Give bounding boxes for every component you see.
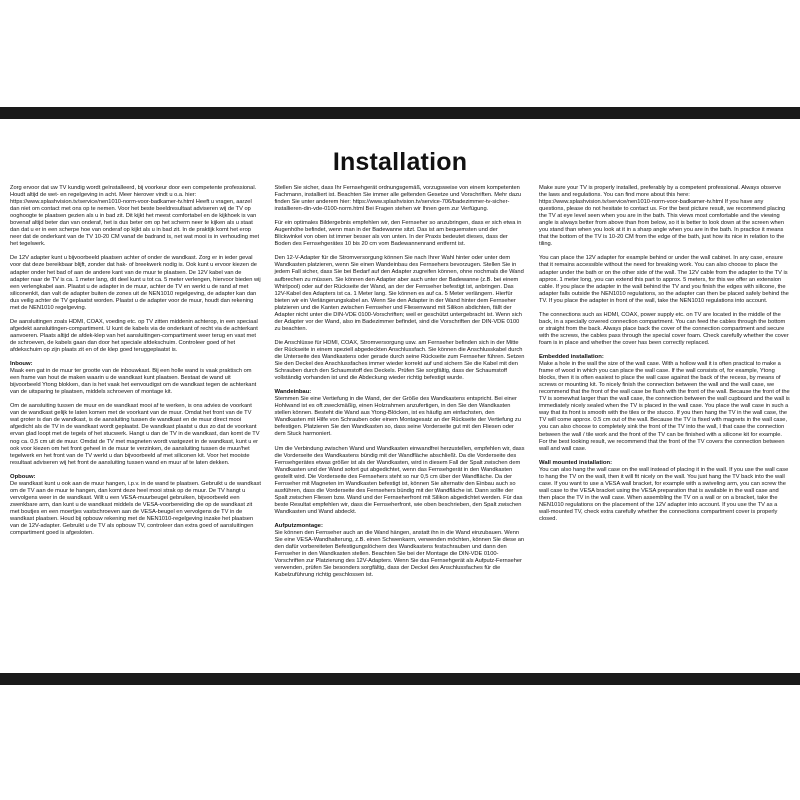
page-title: Installation [332,148,468,176]
paragraph: The connections such as HDMI, COAX, power supply etc. on TV are located in the middle of the back, in a specially covered connection compartment. You can feed the cables through the bottom or straight from the back. Always place back the cover of the connection compartment and secure with the screws, the cables pass through the special cover foam. Check carefully whether the cover foam is in place and whether the cover has been correctly replaced. [539,311,789,346]
paragraph: De aansluitingen zoals HDMI, COAX, voeding etc. op TV zitten middenin achterop, in een speciaal afgedekt aansluitingen-compartiment. U kunt de kabels via de onderkant of recht via de achterkant aanvoeren. Plaats altijd de afdek-klep van het aansluitingen-compartiment weer terug en vast met de schroeven, de kabels gaan dan door het speciale afdekschuim. Controleer goed of het afdekschuim op zijn plaats zit en of de klep goed teruggeplaatst is. [10,318,258,353]
paragraph: Sie können den Fernseher auch an die Wand hängen, anstatt ihn in die Wand einzubauen. Wenn Sie eine VESA-Wandhalterung, z.B. einen Schwenkarm, verwenden möchten, können Sie diese an den dafür vorbereiteten Befestigungslöchern des Wandkastens festschrauben und dann den Fernseher in den Wandkasten stellen. Beachten Sie bei der Montage die DIN-VDE 0100-Vorschriften zur Platzierung des 12V-Adapters. Wenn Sie das Fernsehgerät als Aufputz-Fernseher verwenden, prüfen Sie besonders sorgfältig, dass der Deckel des Anschlussfaches für die Kabelzuführung richtig geschlossen ist. [274,530,525,579]
paragraph: De 12V adapter kunt u bijvoorbeeld plaatsen achter of onder de wandkast. Zorg er in ieder geval voor dat deze bereikbaar blijft, zonder dat hak- of breekwerk nodig is. Ook kunt u ervoor kiezen de adapter onder het bad of aan de andere kant van de muur te plaatsen. De 12V kabel van de adapter naar de TV is ca. 1 meter lang, dit deel kunt u tot ca. 5 meter verlengen, hiervoor bieden wij een verlengkabel aan. Plaatst u de adapter in de muur, achter de TV en werkt u de rand af met siliconenkit, dan valt de adapter buiten de zones uit de NEN1010 regelgeving, de adapter kan dan dus veilig achter de TV geplaatst worden. Plaatst u de adapter voor de muur, houdt dan rekening met de NEN1010 regelgeving. [10,255,261,311]
paragraph: De wandkast kunt u ook aan de muur hangen, i.p.v. in de wand te plaatsen. Gebruikt u de wandkast om de TV aan de muur te hangen, dan komt deze heel mooi strak op de muur. De TV hangt u vervolgens weer in de wandkast. Wilt u een VESA-muurbeugel gebruiken, bijvoorbeeld een zwenkbare arm, dan kunt u de wandkast middels de VESA-voorbereiding die op de wandkast zit met boutjes en een moertjes vastschroeven aan de VESA-beugel en vervolgens de TV in de wandkast plaatsen. Houd bij opbouw rekening met de NEN1010-regelgeving inzake het plaatsen van de 12V-adapter. Gebruikt u de TV als opbouw TV, controleer dan extra goed of aansluitingen compartiment goed is afgesloten. [10,480,261,537]
top-frame-bar [0,107,800,119]
paragraph: Make sure your TV is properly installed, preferably by a competent professional. Always observe the laws and regulations. You can find more about this here: https://www.splashvision.tv/service/nen1010-norm-voor-badkamer-tv.html If you have any questions, please do not hesitate to contact us. For the best picture result, we recommend placing the TV at eye level seen when you are in the bath. This views most comfortable and the viewing angle is always better from above than from below, so it is better to look down at the screen when you stand than when you look at it in a sharp angle when you are in the bath. In practice it means that the bottom of the TV is 10-20 CM from the edge of the bath, just how its nice in relation to the tiling. [539,185,786,248]
paragraph: Maak een gat in de muur ter grootte van de inbouwkast. Bij een holle wand is vaak praktisch om een frame van hout de maken waarin u de wandkast kunt plaatsen. Bestaat de wand uit bijvoorbeeld Ytong blokken, dan is het vaak het eenvoudigst om de wandkast tegen de achterkant van de uitsparing te plaatsen, middels schroeven of montage kit. [10,368,257,396]
section-heading: Aufputzmontage: [274,522,323,529]
section-heading: Inbouw: [10,361,33,368]
section-heading: Wandeinbau: [274,389,312,396]
paragraph: Om de aansluiting tussen de muur en de wandkast mooi af te werken, is ons advies de voorkant van de wandkast gelijk te laten komen met de voorkant van de muur. Omdat het front van de TV wat groter is dan de wandkast, is de aansluiting tussen de wandkast en de muur direct mooi afgedicht als de TV in de wandkast wordt geplaatst. De wandkast plaatst u dus zo dat de voorkant ervan glad loopt met de tegels of het stucwerk. Hangt u dan de TV in de wandkast, dan komt de TV nog ca. 0,5 cm uit de muur. Omdat de TV met magneten wordt vastgezet in de wandkast, kunt u er ook voor kiezen om het front geheel in de muur te verzinken, de aansluiting tussen de muur/het tegelwerk en het front van de TV werkt u dan bijvoorbeeld af met siliconen kit. Voor het mooiste resultaat adviseren wij het front de aansluiting tussen wand en muur af te laten dekken. [10,403,260,466]
bottom-frame-bar [0,673,800,685]
text-columns [10,185,790,586]
column-german [275,185,526,586]
paragraph: Stemmen Sie eine Vertiefung in die Wand, der der Größe des Wandkastens entspricht. Bei einer Hohlwand ist es oft zweckmäßig, einen Holzrahmen anzufertigen, in den Sie den Wandkasten stellen können. Besteht die Wand aus Ytong-Blöcken, ist es häufig am einfachsten, den Wandkasten mit Hilfe von Schrauben oder einem Montagesatz an der Rückseite der Vertiefung zu befestigen. Platzieren Sie den Wandkasten so, dass seine Vorderseite gut mit den Fliesen oder dem Stuck harmoniert. [274,396,521,438]
paragraph: Stellen Sie sicher, dass Ihr Fernsehgerät ordnungsgemäß, vorzugsweise von einem kompetenten Fachmann, installiert ist. Beachten Sie immer alle geltenden Gesetze und Vorschriften. Mehr dazu finden Sie unter anderem hier: https://www.splashvision.tv/service-706/badezimmer-tv-sicher-installieren-din-vde-0100-norm.html Bei Fragen stehen wir Ihnen gern zur Verfügung. [274,185,522,213]
paragraph: Die Anschlüsse für HDMI, COAX, Stromversorgung usw. am Fernseher befinden sich in der Mitte der Rückseite in einem speziell abgedeckten Anschlussfach. Sie können die Anschlusskabel durch die Unterseite des Wandkastens oder gerade durch seine Rückseite zum Fernseher führen. Setzen Sie den Deckel des Anschlussfaches immer wieder korrekt auf und sichern Sie die Kabel mit den Schrauben durch den Schaumstoff des Deckels. Prüfen Sie sorgfältig, dass der Schaumstoff vollständig vorhanden ist und die Abdeckung wieder richtig befestigt wurde. [274,339,525,382]
paragraph: Den 12-V-Adapter für die Stromversorgung können Sie nach Ihrer Wahl hinter oder unter dem Wandkasten platzieren, wenn Sie einen Wandeinbau des Fernsehers bevorzugen. Stellen Sie in jedem Fall sicher, dass Sie bei Bedarf auf den Adapter zugreifen können, ohne nochmals die Wand aufbrechen zu müssen. Sie können den Adapter aber auch unter der Badewanne (z.B. bei einem Whirlpool) oder auf der Rückseite der Wand, an der der Fernseher befestigt ist, anbringen. Das 12V-Kabel des Adapters ist ca. 1 Meter lang. Sie können es auf ca. 5 Meter verlängern. Hierfür bieten wir ein Verlängerungskabel an. Wenn Sie den Adapter in der Wand hinter dem Fernseher platzieren und die Kanten zwischen Fernseher und Fliesenwand mit Silikon abdichten, fällt der Adapter nicht unter die DIN-VDE 0100-Vorschriften; weil er geschützt untergebracht ist. Wenn sich der Adapter vor der Wand, also im Badezimmer befindet, sind die Vorschriften der DIN-VDE 0100 zu beachten. [274,255,524,332]
paragraph: Make a hole in the wall the size of the wall case. With a hollow wall it is often practical to make a frame of wood in which you can place the wall case. If the wall consists of, for example, Ytong blocks, then it is often easiest to place the wall case against the back of the recess, by means of screws or mounting kit. To nicely finish the connection between the wall and the wall case, we recommend that the front of the wall case be flush with the front of the wall. Because the front of the TV is somewhat larger than the wall case, the connection between the wall cupboard and the wall is immediately nicely sealed when the TV is placed in the wall case. You place the wall case in such a way that its front is smooth with the tiles or the stucco. If you then hang the TV in the wall case, the TV will come approx. 0.5 cm out of the wall. Because the TV is fixed with magnets in the wall case, you can also choose to completely sink the front of the TV into the wall, I that case the connection between the wall / tile work and the front of the TV can be finished with a silicone kit for example. For the best looking result, we recommend that the front of the TV covers the connection between wall and wall case. [539,361,790,452]
section-heading: Opbouw: [10,473,36,480]
paragraph: Zorg ervoor dat uw TV kundig wordt geïnstalleerd, bij voorkeur door een competente professional. Houdt altijd de wet- en regelgeving in acht. Meer hierover vindt u o.a. hier: https://www.splashvision.tv/service/nen1010-norm-voor-badkamer-tv.html Heeft u vragen, aarzel dan niet om contact met ons op te nemen. Voor het beste beeldresultaat adviseren wij de TV op ooghoogte te plaatsen gezien als u in bad zit. Dit kijkt het meest comfortabel en de kijkhoek is van bovenaf altijd beter dan van onderaf, het is dus beter om op het scherm neer te kijken als u staat dan dat u er in een scherpe hoe van onderaf op kijkt als u in bad zit. In de praktijk komt het erop neer dat de onderkant van de TV 10-20 CM vanaf de badrand is, net wat mooi is in verhouding met het tegelwerk. [10,185,260,248]
paragraph: Um die Verbindung zwischen Wand und Wandkasten einwandfrei herzustellen, empfehlen wir, dass die Vorderseite des Wandkastens bündig mit der Wandfläche abschließt. Da die Vorderseite des Fernsehgerätes etwas größer ist als der Wandkasten, wird in diesem Fall der Spalt zwischen dem Wandkasten und der Wand sofort gut abgedichtet, wenn das Fernsehgerät in den Wandkasten gestellt wird. Die Vorderseite des Fernsehers steht so nur 0,5 cm über der Wandfläche. Da der Fernseher mit Magneten im Wandkasten befestigt ist, können Sie alternativ den Einbau auch so ausführen, dass die Vorderseite des Fernsehers bündig mit der Wandfläche ist. Dann sollte der Spalt zwischen Fliesen bzw. Wand und der Fernseherfront mit Silikon abgedichtet werden. Für das beste Resultat empfehlen wir, dass die Fernseherfront, wie oben beschrieben, den Spalt zwischen Wandkasten und Wand abdeckt. [274,445,525,515]
section-heading: Wall mounted installation: [539,459,613,466]
column-english [539,185,790,586]
section-heading: Embedded installation: [539,353,604,360]
paragraph: You can also hang the wall case on the wall instead of placing it in the wall. If you use the wall case to hang the TV on the wall, then it will fit nicely on the wall. You just hang the TV back into the wall case. If you want to use a VESA wall bracket, for example with a swiveling arm, you can screw the wall case to the VESA bracket using the VESA preparation that is available in the wall case and then place the TV in the wall case. When assembling the TV on a wall or on a bracket, take the NEN1010 regulations on the placement of the 12V adapter into account. If you use the TV as a wall-mounted TV, check extra carefully whether the connections compartment cover is properly closed. [539,466,789,523]
paragraph: Für ein optimales Bildergebnis empfehlen wir, den Fernseher so anzubringen, dass er sich etwa in Augenhöhe befindet, wenn man in der Badewanne sitzt. Das ist am bequemsten und der Blickwinkel von oben ist immer besser als von unten. In der Praxis bedeutet dieses, dass der Boden des Fernsehgerätes 10 bis 20 cm vom Badewannenrand entfernt ist. [274,220,522,248]
column-dutch [10,185,261,586]
paragraph: You can place the 12V adapter for example behind or under the wall cabinet. In any case, ensure that it remains accessible without the need for breaking work. You can also choose to place the adapter under the bath or on the other side of the wall. The 12V cable from the adapter to the TV is approx. 1 meter long, you can extend this part to approx. 5 meters, for this we offer an extension cable. If you place the adapter in the wall behind the TV and you finish the edges with silicone, the adapter falls outside the NEN1010 regulations, so the adapter can then be placed safely behind the TV. If you place the adapter in front of the wall, take the NEN1010 regulations into account. [539,255,789,304]
